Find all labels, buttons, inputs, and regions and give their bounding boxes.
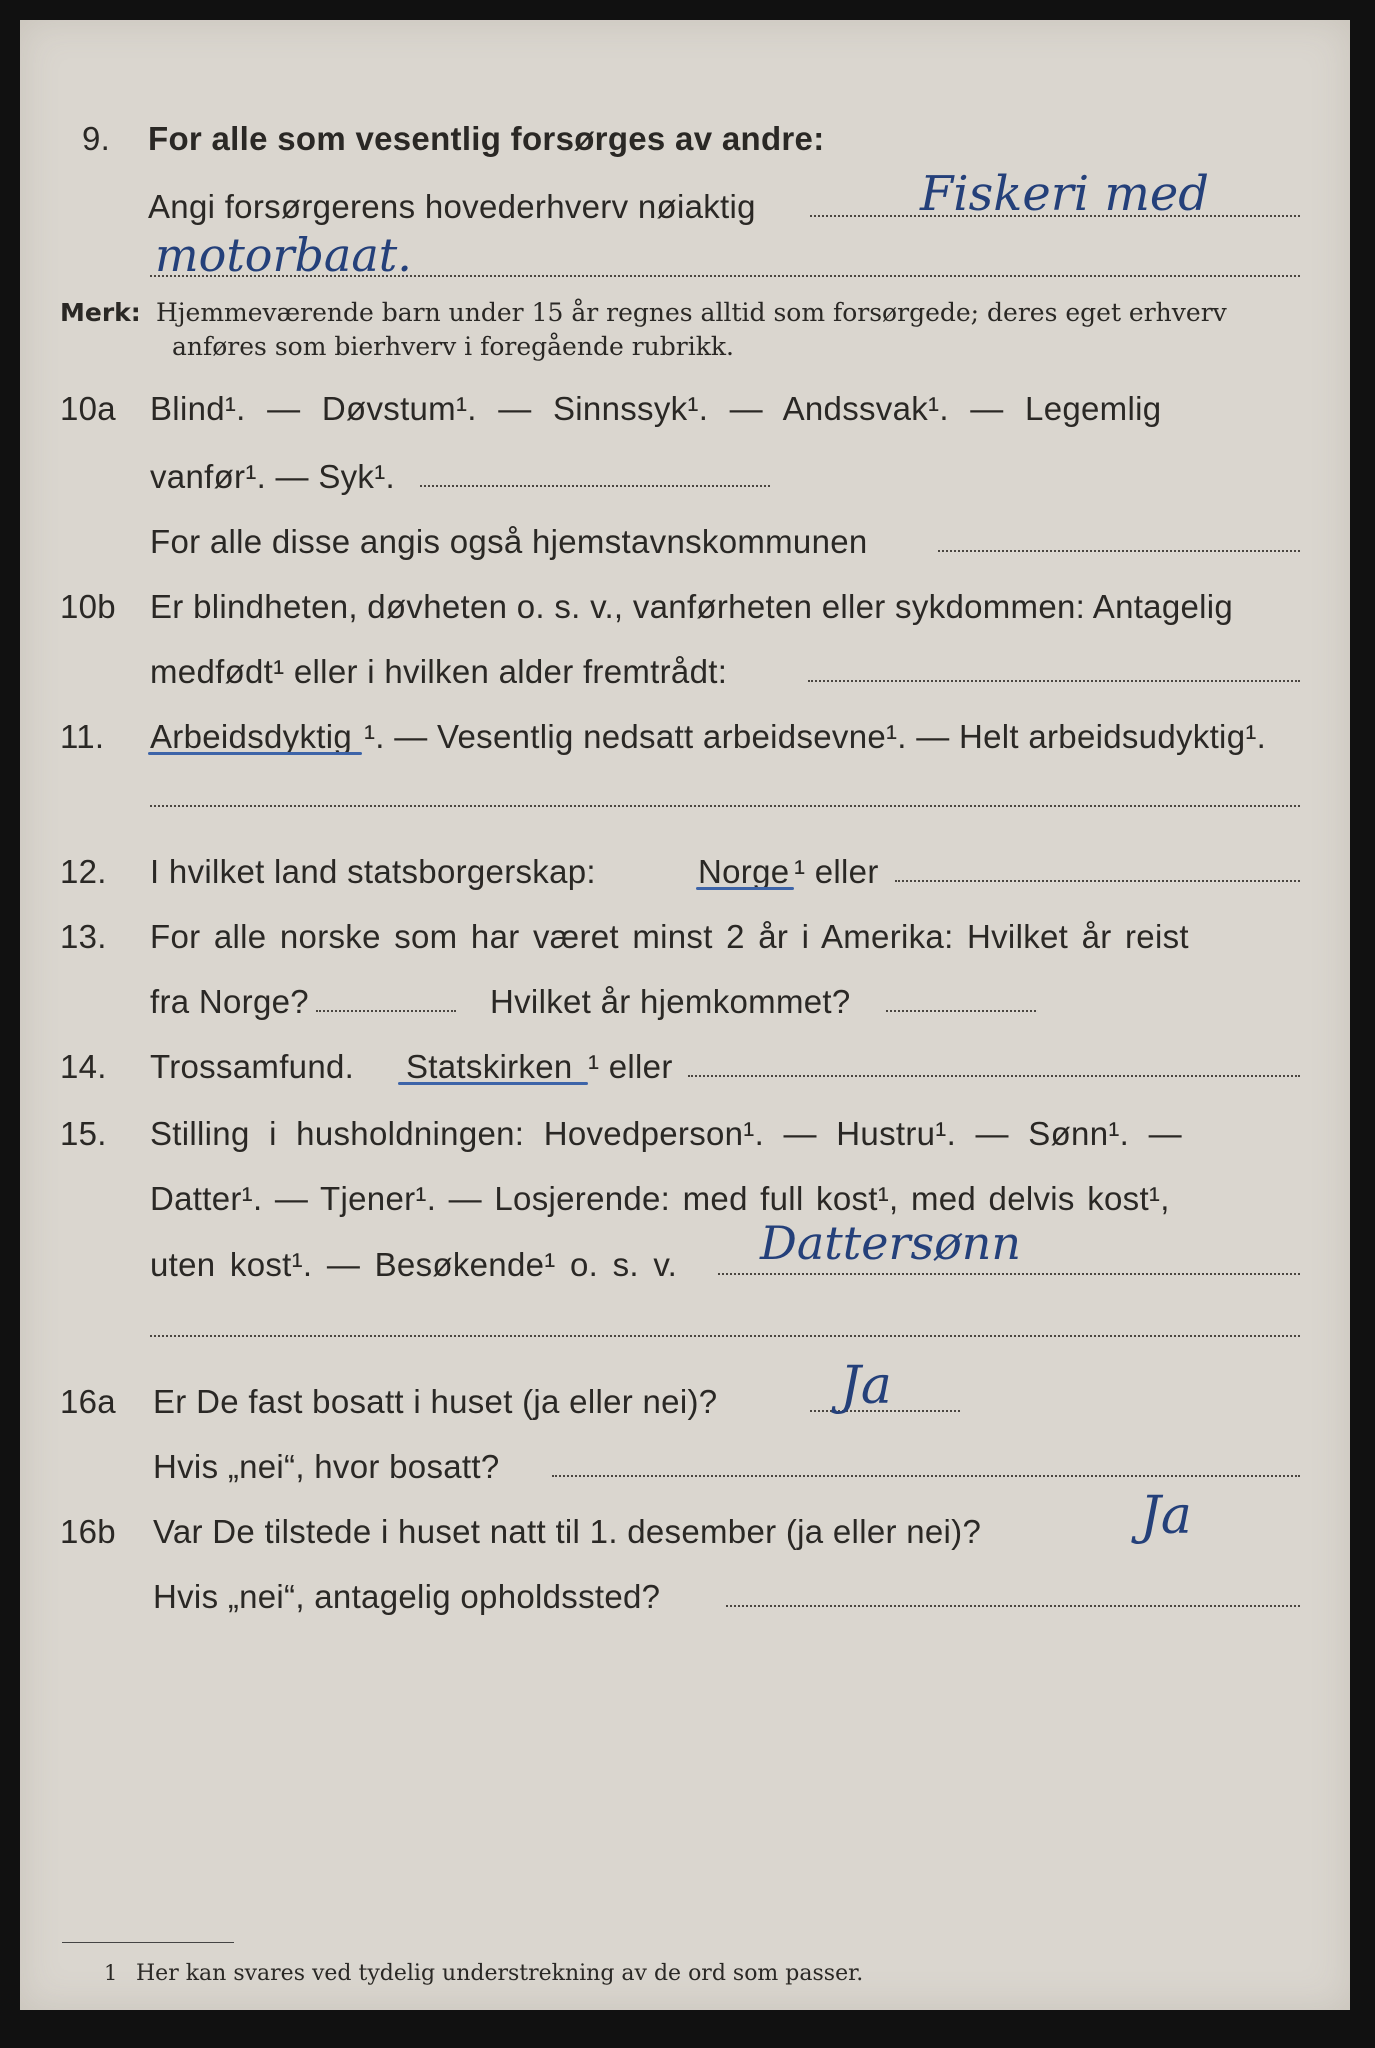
- q15-line1: Stilling i husholdningen: Hovedperson¹. — Hustru¹. — Sønn¹. —: [150, 1115, 1182, 1152]
- q13-prompt-return: Hvilket år hjemkommet?: [490, 983, 851, 1020]
- q10a-number: 10a: [60, 390, 116, 427]
- q9-prompt: Angi forsørgerens hovederhverv nøiaktig: [148, 188, 756, 225]
- q14-option-statskirken: Statskirken: [406, 1048, 573, 1085]
- q10a-line3: For alle disse angis også hjemstavnskommunen: [150, 523, 868, 560]
- q10b-line1: Er blindheten, døvheten o. s. v., vanførheten eller sykdommen: Antagelig: [150, 588, 1234, 625]
- q12-rest: ¹ eller: [794, 853, 879, 890]
- q14-underline-mark: [398, 1082, 588, 1085]
- form-page: [20, 20, 1350, 2010]
- q11-rest: ¹. — Vesentlig nedsatt arbeidsevne¹. — Helt arbeidsudyktig¹.: [364, 718, 1267, 755]
- q10a-line1: Blind¹. — Døvstum¹. — Sinnssyk¹. — Andssvak¹. — Legemlig: [150, 390, 1162, 427]
- q16b-place-line: [726, 1605, 1300, 1607]
- q13-prompt-left: fra Norge?: [150, 983, 309, 1020]
- q13-left-line: [316, 1010, 456, 1012]
- q14-answer-line: [688, 1075, 1300, 1077]
- footnote-mark: 1: [104, 1961, 118, 1985]
- q15-answer-handwritten: Dattersønn: [760, 1216, 1022, 1270]
- note-line1: Hjemmeværende barn under 15 år regnes alltid som forsørgede; deres eget erhverv: [156, 298, 1227, 327]
- q12-prompt: I hvilket land statsborgerskap:: [150, 853, 596, 890]
- q13-number: 13.: [60, 918, 107, 955]
- q16a-line1: Er De fast bosatt i huset (ja eller nei)?: [153, 1383, 718, 1420]
- q13-line1: For alle norske som har været minst 2 år i Amerika: Hvilket år reist: [150, 918, 1189, 955]
- q16b-line2: Hvis „nei“, antagelig opholdssted?: [153, 1578, 661, 1615]
- q15-number: 15.: [60, 1115, 107, 1152]
- q9-answer-handwritten-1: Fiskeri med: [920, 166, 1209, 222]
- q13-return-line: [886, 1010, 1036, 1012]
- q15-answer-line: [718, 1273, 1300, 1275]
- q16b-number: 16b: [60, 1513, 116, 1550]
- q14-prompt: Trossamfund.: [150, 1048, 355, 1085]
- q12-underline-mark: [696, 887, 794, 890]
- q15-line3: uten kost¹. — Besøkende¹ o. s. v.: [150, 1246, 678, 1283]
- q16a-number: 16a: [60, 1383, 116, 1420]
- q11-number: 11.: [60, 718, 105, 755]
- q10a-home-line: [938, 550, 1300, 552]
- q9-answer-handwritten-2: motorbaat.: [155, 228, 412, 282]
- q11-option-arbeidsdyktig: Arbeidsdyktig: [150, 718, 352, 755]
- q16b-answer-handwritten: Ja: [1140, 1486, 1192, 1546]
- q9-number: 9.: [82, 120, 111, 157]
- note-line2: anføres som bierhverv i foregående rubrikk.: [172, 332, 734, 361]
- q11-underline-mark: [148, 752, 362, 755]
- q12-answer-line: [895, 880, 1300, 882]
- footnote-rule: [62, 1942, 234, 1943]
- q15-extra-line: [150, 1335, 1300, 1337]
- q14-number: 14.: [60, 1048, 107, 1085]
- q12-option-norge: Norge: [698, 853, 790, 890]
- q16a-where-line: [552, 1475, 1300, 1477]
- q16b-line1: Var De tilstede i huset natt til 1. desember (ja eller nei)?: [153, 1513, 982, 1550]
- q16a-answer-handwritten: Ja: [840, 1356, 892, 1416]
- q15-line2: Datter¹. — Tjener¹. — Losjerende: med full kost¹, med delvis kost¹,: [150, 1180, 1170, 1217]
- q9-heading: For alle som vesentlig forsørges av andre:: [148, 120, 825, 157]
- q10a-line2: vanfør¹. — Syk¹.: [150, 458, 395, 495]
- q10a-answer-line: [420, 485, 770, 487]
- q10b-number: 10b: [60, 588, 116, 625]
- q14-rest: ¹ eller: [588, 1048, 673, 1085]
- q16a-line2: Hvis „nei“, hvor bosatt?: [153, 1448, 500, 1485]
- q11-answer-line: [150, 805, 1300, 807]
- q10b-answer-line: [808, 680, 1300, 682]
- q12-number: 12.: [60, 853, 107, 890]
- footnote-text: Her kan svares ved tydelig understrekning av de ord som passer.: [136, 1961, 864, 1986]
- q10b-line2: medfødt¹ eller i hvilken alder fremtrådt:: [150, 653, 728, 690]
- note-label: Merk:: [60, 298, 141, 327]
